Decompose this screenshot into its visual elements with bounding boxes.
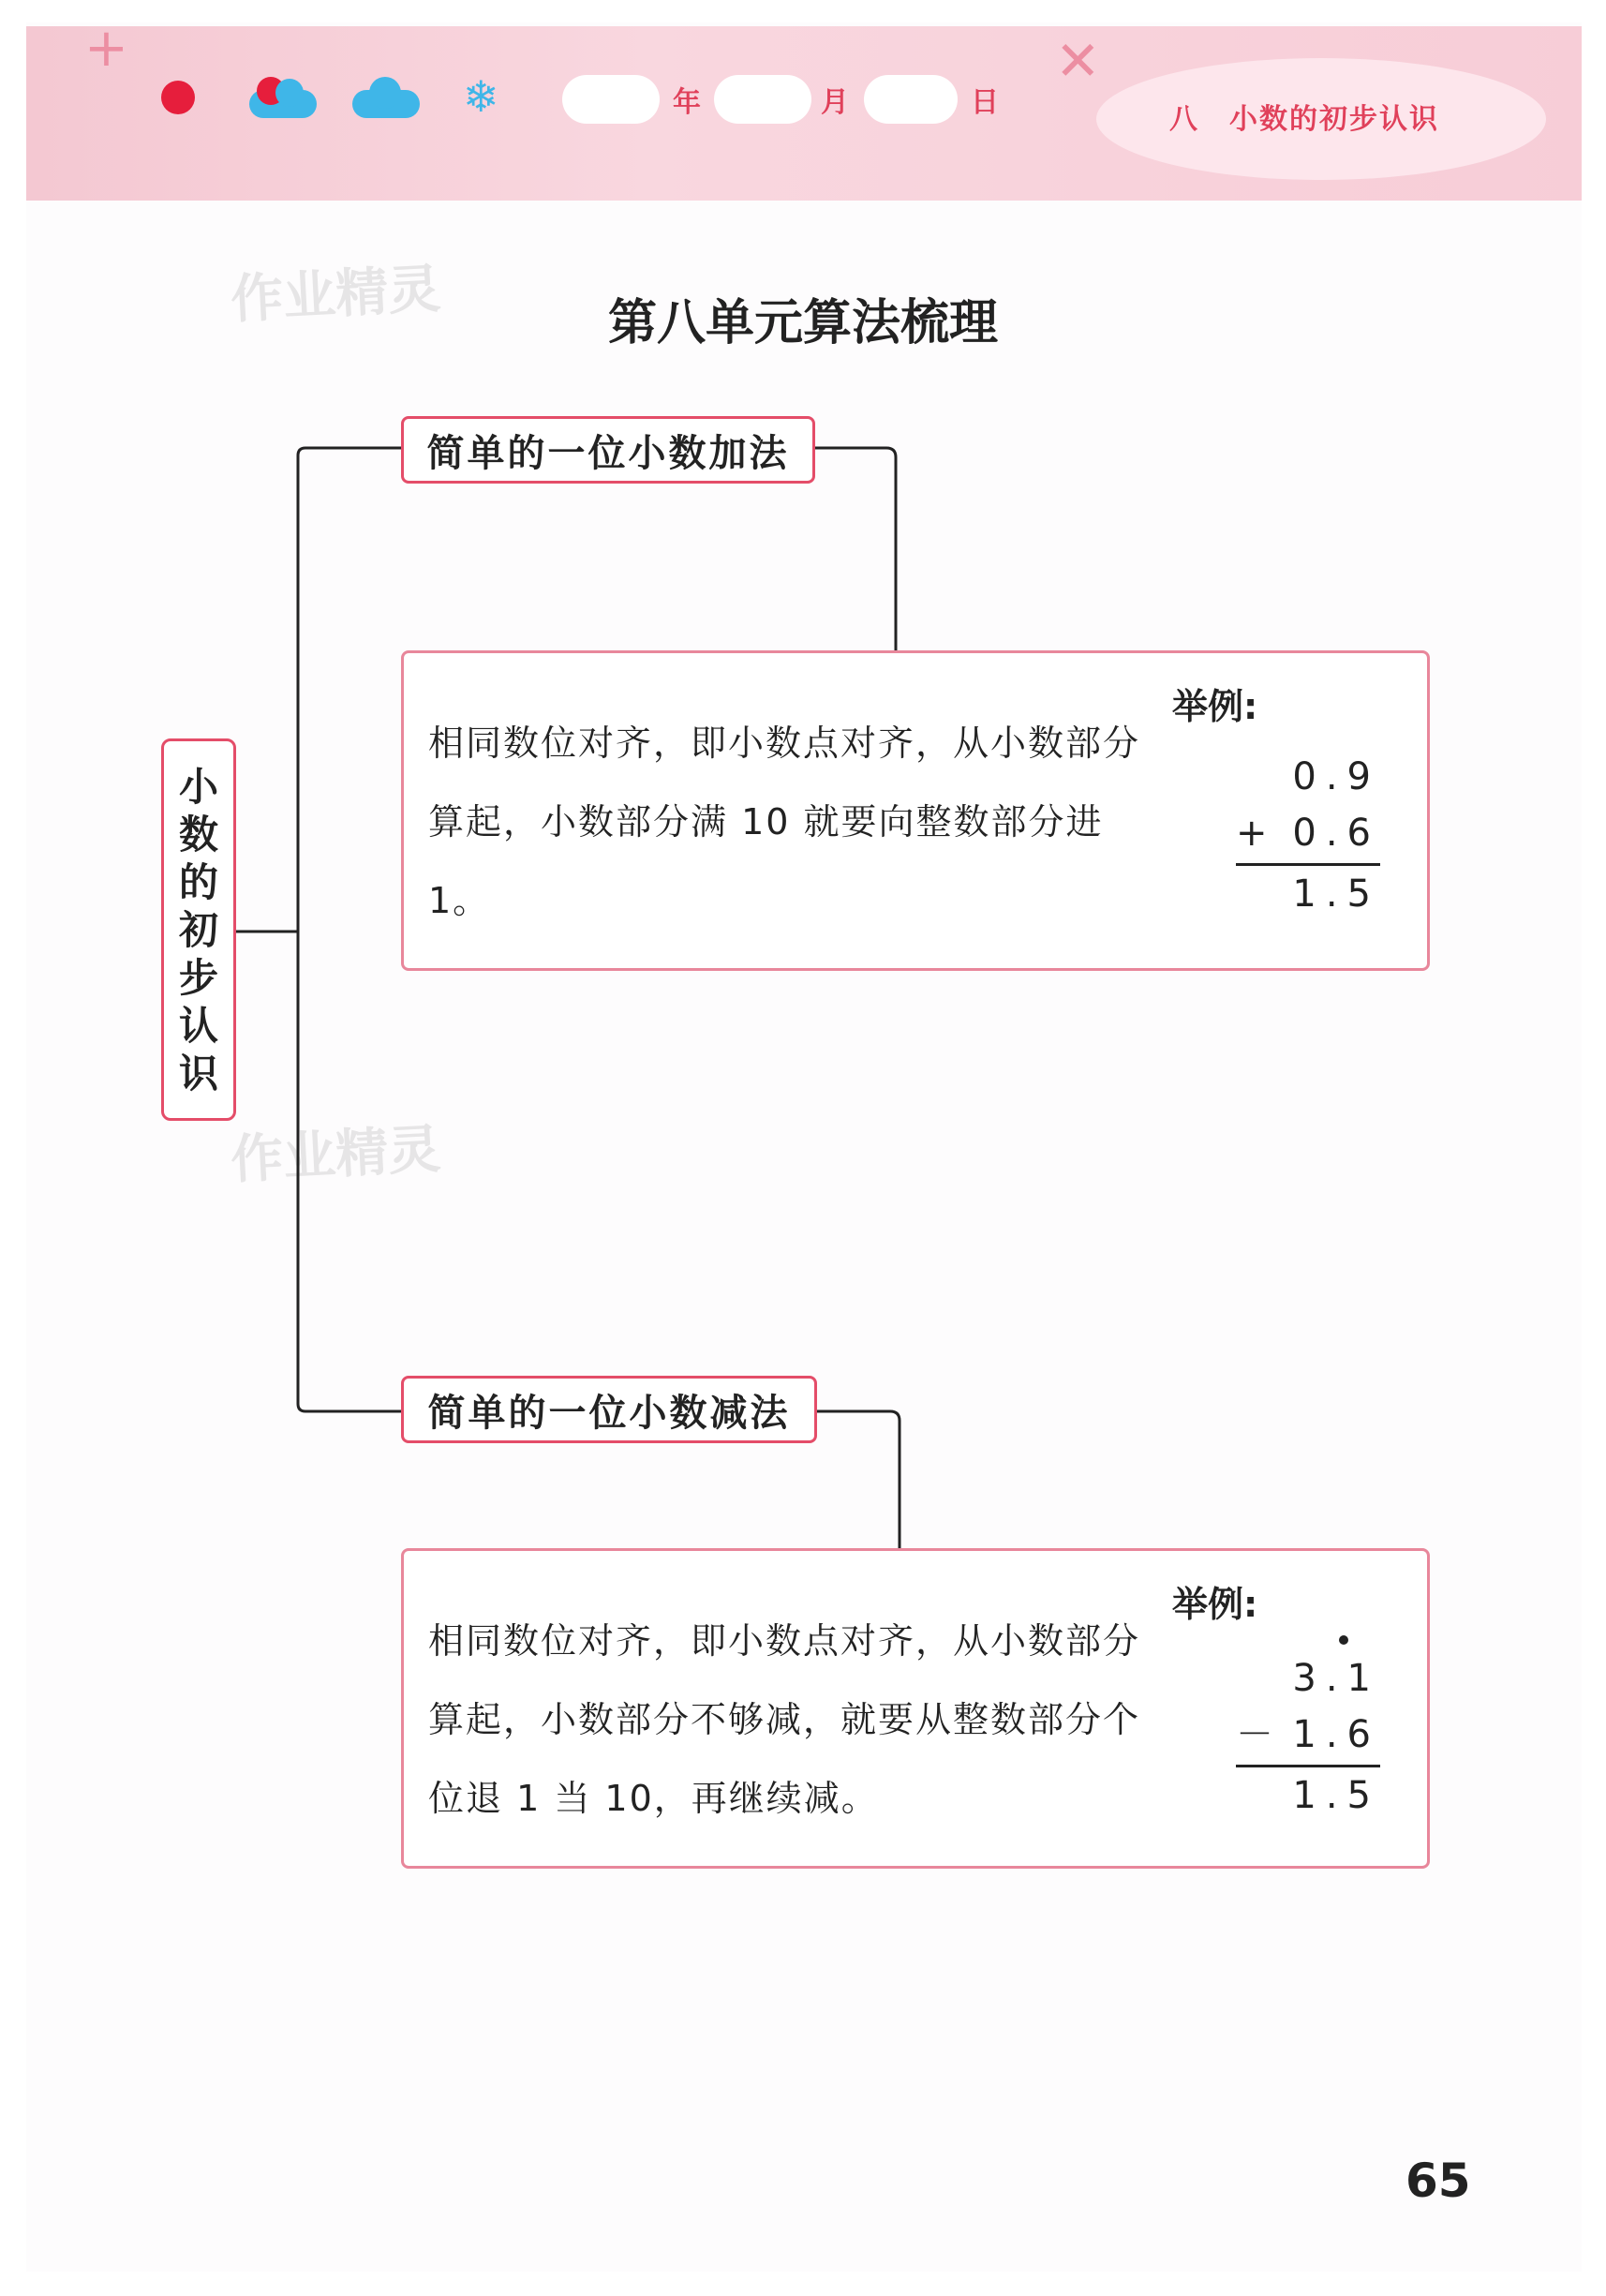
calc-top-number: 3.1 (1292, 1650, 1380, 1707)
branch2-connector (817, 1411, 900, 1548)
watermark: 作业精灵 (229, 1119, 442, 1191)
month-label: 月 (821, 86, 849, 119)
calc-top-number: 0.9 (1292, 755, 1380, 798)
watermark: 作业精灵 (229, 259, 442, 331)
calc-bottom-number: 1.6 (1292, 1713, 1380, 1756)
subtraction-rule-text: 相同数位对齐，即小数点对齐，从小数部分算起，小数部分不够减，就要从整数部分个位退 1 当 10，再继续减。 (428, 1620, 1141, 1819)
page-number: 65 (1405, 2154, 1471, 2208)
example-label: 举例: (1172, 1584, 1258, 1625)
calc-operator: － (1236, 1713, 1273, 1756)
branch1-connector (815, 448, 896, 650)
borrow-dot-icon (1339, 1635, 1348, 1645)
subtraction-vertical-calc (1236, 1650, 1380, 1824)
trunk-connector (298, 448, 401, 1411)
snow-icon[interactable]: ❄ (463, 71, 499, 122)
addition-vertical-calc (1236, 749, 1380, 922)
cross-decoration-icon: ✕ (1055, 29, 1101, 93)
year-label: 年 (673, 86, 701, 119)
addition-branch-label: 简单的一位小数加法 (401, 416, 815, 484)
addition-rule-box (401, 650, 1430, 971)
addition-rule-text: 相同数位对齐，即小数点对齐，从小数部分算起，小数部分满 10 就要向整数部分进 1。 (428, 723, 1141, 921)
calc-bottom-number: 0.6 (1292, 812, 1380, 855)
example-label: 举例: (1172, 686, 1258, 727)
calc-operator: + (1236, 812, 1268, 855)
root-label: 小 数 的 初 步 认 识 (161, 738, 236, 1121)
subtraction-branch-label: 简单的一位小数减法 (401, 1376, 817, 1443)
day-label: 日 (971, 86, 999, 119)
unit-title: 八 小数的初步认识 (1169, 103, 1439, 136)
calc-result: 1.5 (1292, 1774, 1380, 1817)
calc-result: 1.5 (1292, 872, 1380, 916)
plus-decoration-icon: + (84, 18, 128, 79)
page-title: 第八单元算法梳理 (607, 295, 998, 351)
subtraction-rule-box (401, 1548, 1430, 1869)
